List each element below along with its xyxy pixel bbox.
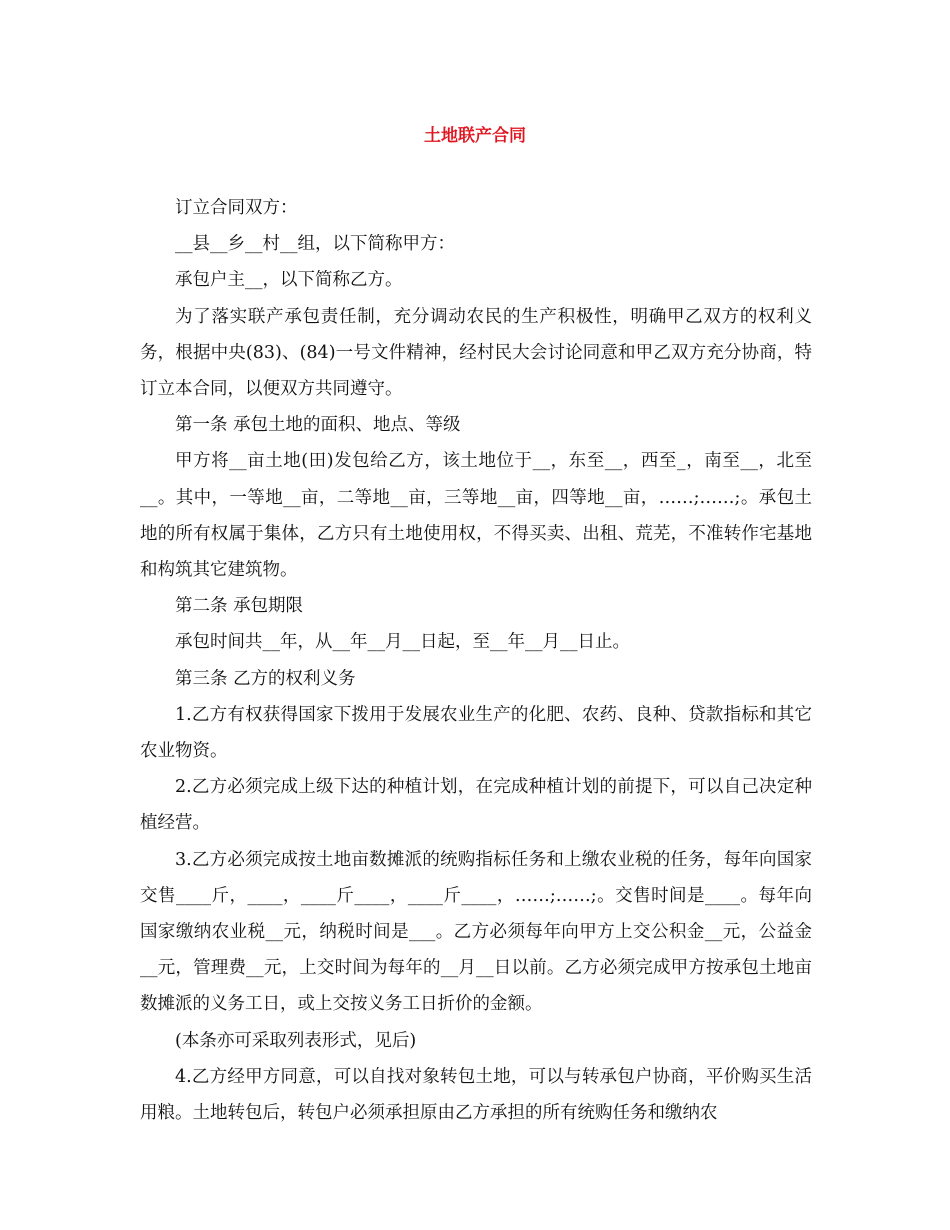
paragraph-party-a: __县__乡__村__组，以下简称甲方： bbox=[175, 234, 455, 255]
article-1-body: 甲方将__亩土地(田)发包给乙方，该土地位于__，东至__，西至_，南至__，北至__。其中，一等地__亩，二等地__亩，三等地__亩，四等地__亩，……;……;。承包土地的所有权属于集体，乙方只有土地使用权，不得买卖、出租、荒芜，不准转作宅基地和构筑其它建筑物。 bbox=[140, 451, 812, 581]
document-body bbox=[140, 190, 812, 1131]
article-3-item-3: 3.乙方必须完成按土地亩数摊派的统购指标任务和上缴农业税的任务，每年向国家交售____斤，____，____斤____，____斤____，……;……;。交售时间是____。每年向国家缴纳农业税__元，纳税时间是___。乙方必须每年向甲方上交公积金__元，公益金__元，管理费__元，上交时间为每年的__月__日以前。乙方必须完成甲方按承包土地亩数摊派的义务工日，或上交按义务工日折价的金额。 bbox=[140, 849, 812, 1015]
article-1-heading: 第一条 承包土地的面积、地点、等级 bbox=[175, 415, 461, 436]
article-3-heading: 第三条 乙方的权利义务 bbox=[175, 668, 356, 689]
paragraph-party-b: 承包户主__，以下简称乙方。 bbox=[175, 270, 403, 291]
document-title: 土地联产合同 bbox=[424, 126, 526, 146]
article-2-body: 承包时间共__年，从__年__月__日起，至__年__月__日止。 bbox=[175, 632, 630, 653]
article-3-note: (本条亦可采取列表形式，见后) bbox=[175, 1030, 417, 1051]
article-3-item-4: 4.乙方经甲方同意，可以自找对象转包土地，可以与转承包户协商，平价购买生活用粮。土地转包后，转包户必须承担原由乙方承担的所有统购任务和缴纳农 bbox=[140, 1066, 812, 1124]
paragraph-preamble: 为了落实联产承包责任制，充分调动农民的生产积极性，明确甲乙双方的权利义务，根据中央(83)、(84)一号文件精神，经村民大会讨论同意和甲乙双方充分协商，特订立本合同，以便双方共同遵守。 bbox=[140, 306, 812, 400]
paragraph-parties-heading: 订立合同双方： bbox=[175, 198, 298, 218]
article-2-heading: 第二条 承包期限 bbox=[175, 596, 304, 617]
article-3-item-1: 1.乙方有权获得国家下拨用于发展农业生产的化肥、农药、良种、贷款指标和其它农业物资。 bbox=[140, 704, 812, 762]
article-3-item-2: 2.乙方必须完成上级下达的种植计划，在完成种植计划的前提下，可以自己决定种植经营。 bbox=[140, 777, 812, 834]
